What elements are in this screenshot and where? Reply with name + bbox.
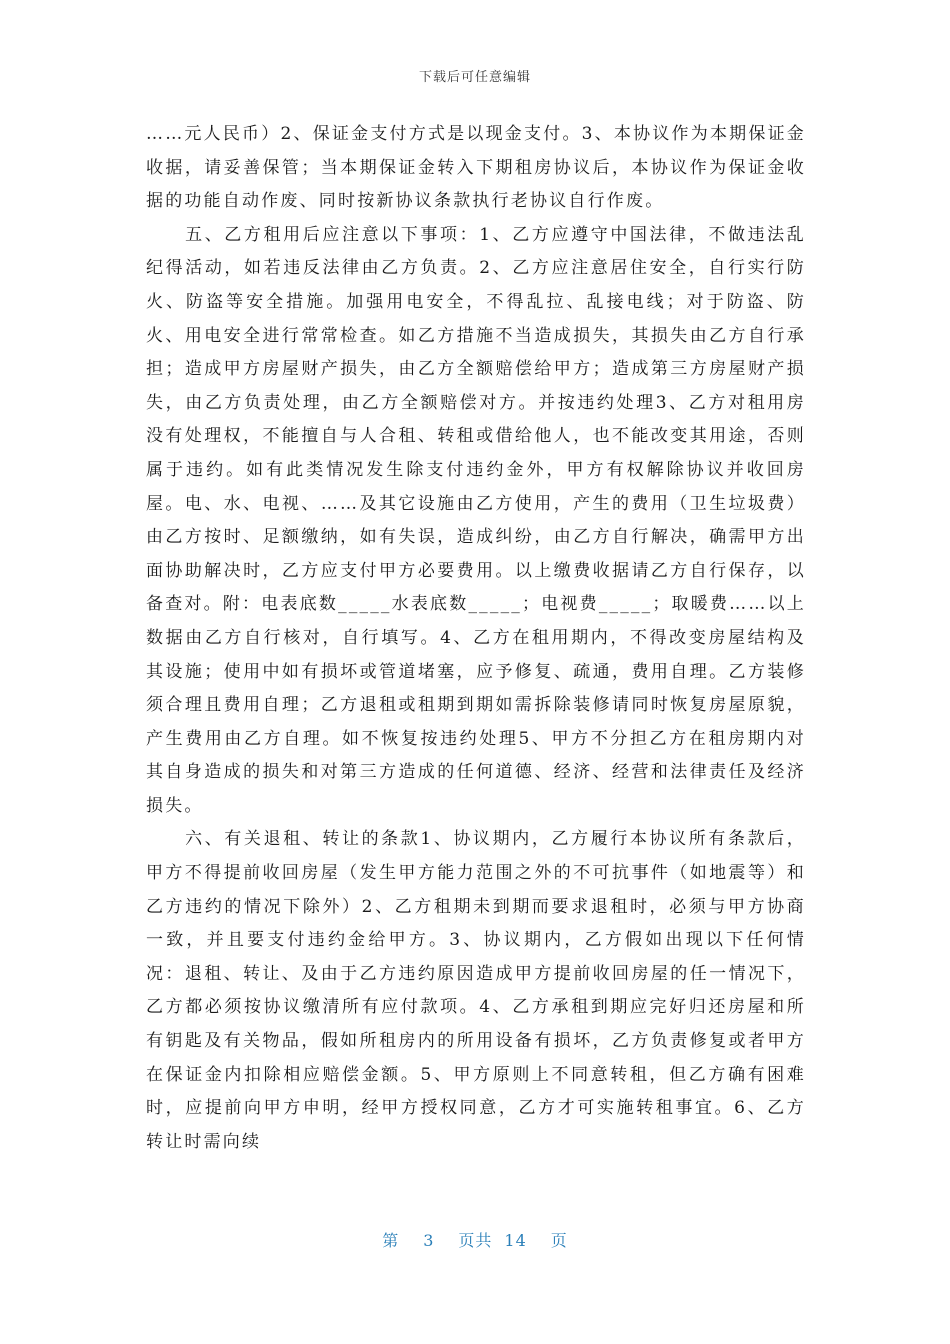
page-prefix: 第	[382, 1231, 400, 1250]
download-note: 下载后可任意编辑	[418, 70, 531, 85]
paragraph-termination-transfer: 六、有关退租、转让的条款1、协议期内，乙方履行本协议所有条款后，甲方不得提前收回房屋（发生甲方能力范围之外的不可抗事件（如地震等）和乙方违约的情况下除外）2、乙方租期未到期而要求退租时，必须与甲方协商一致，并且要支付违约金给甲方。3、协议期内，乙方假如出现以下任何情况：退租、转让、及由于乙方违约原因造成甲方提前收回房屋的任一情况下，乙方都必须按协议缴清所有应付款项。4、乙方承租到期应完好归还房屋和所有钥匙及有关物品，假如所租房内的所用设备有损坏，乙方负责修复或者甲方在保证金内扣除相应赔偿金额。5、甲方原则上不同意转租，但乙方确有困难时，应提前向甲方申明，经甲方授权同意，乙方才可实施转租事宜。6、乙方转让时需向续	[146, 829, 806, 1152]
total-pages-number: 14	[504, 1231, 527, 1250]
page-suffix: 页	[550, 1231, 568, 1250]
paragraph-deposit-terms: ……元人民币）2、保证金支付方式是以现金支付。3、本协议作为本期保证金收据，请妥善保管；当本期保证金转入下期租房协议后，本协议作为保证金收据的功能自动作废、同时按新协议条款执行老协议自行作废。	[146, 124, 806, 212]
document-body	[146, 118, 806, 1159]
page-footer	[0, 1228, 950, 1251]
current-page-number: 3	[423, 1231, 435, 1250]
page-mid-label: 页共	[458, 1231, 493, 1250]
paragraph-tenant-notices: 五、乙方租用后应注意以下事项：1、乙方应遵守中国法律，不做违法乱纪得活动，如若违反法律由乙方负责。2、乙方应注意居住安全，自行实行防火、防盗等安全措施。加强用电安全，不得乱拉、乱接电线；对于防盗、防火、用电安全进行常常检查。如乙方措施不当造成损失，其损失由乙方自行承担；造成甲方房屋财产损失，由乙方全额赔偿给甲方；造成第三方房屋财产损失，由乙方负责处理，由乙方全额赔偿对方。并按违约处理3、乙方对租用房没有处理权，不能擅自与人合租、转租或借给他人，也不能改变其用途，否则属于违约。如有此类情况发生除支付违约金外，甲方有权解除协议并收回房屋。电、水、电视、……及其它设施由乙方使用，产生的费用（卫生垃圾费）由乙方按时、足额缴纳，如有失误，造成纠纷，由乙方自行解决，确需甲方出面协助解决时，乙方应支付甲方必要费用。以上缴费收据请乙方自行保存，以备查对。附：电表底数_____水表底数_____；电视费_____；取暖费……以上数据由乙方自行核对，自行填写。4、乙方在租用期内，不得改变房屋结构及其设施；使用中如有损坏或管道堵塞，应予修复、疏通，费用自理。乙方装修须合理且费用自理；乙方退租或租期到期如需拆除装修请同时恢复房屋原貌，产生费用由乙方自理。如不恢复按违约处理5、甲方不分担乙方在租房期内对其自身造成的损失和对第三方造成的任何道德、经济、经营和法律责任及经济损失。	[146, 224, 806, 816]
